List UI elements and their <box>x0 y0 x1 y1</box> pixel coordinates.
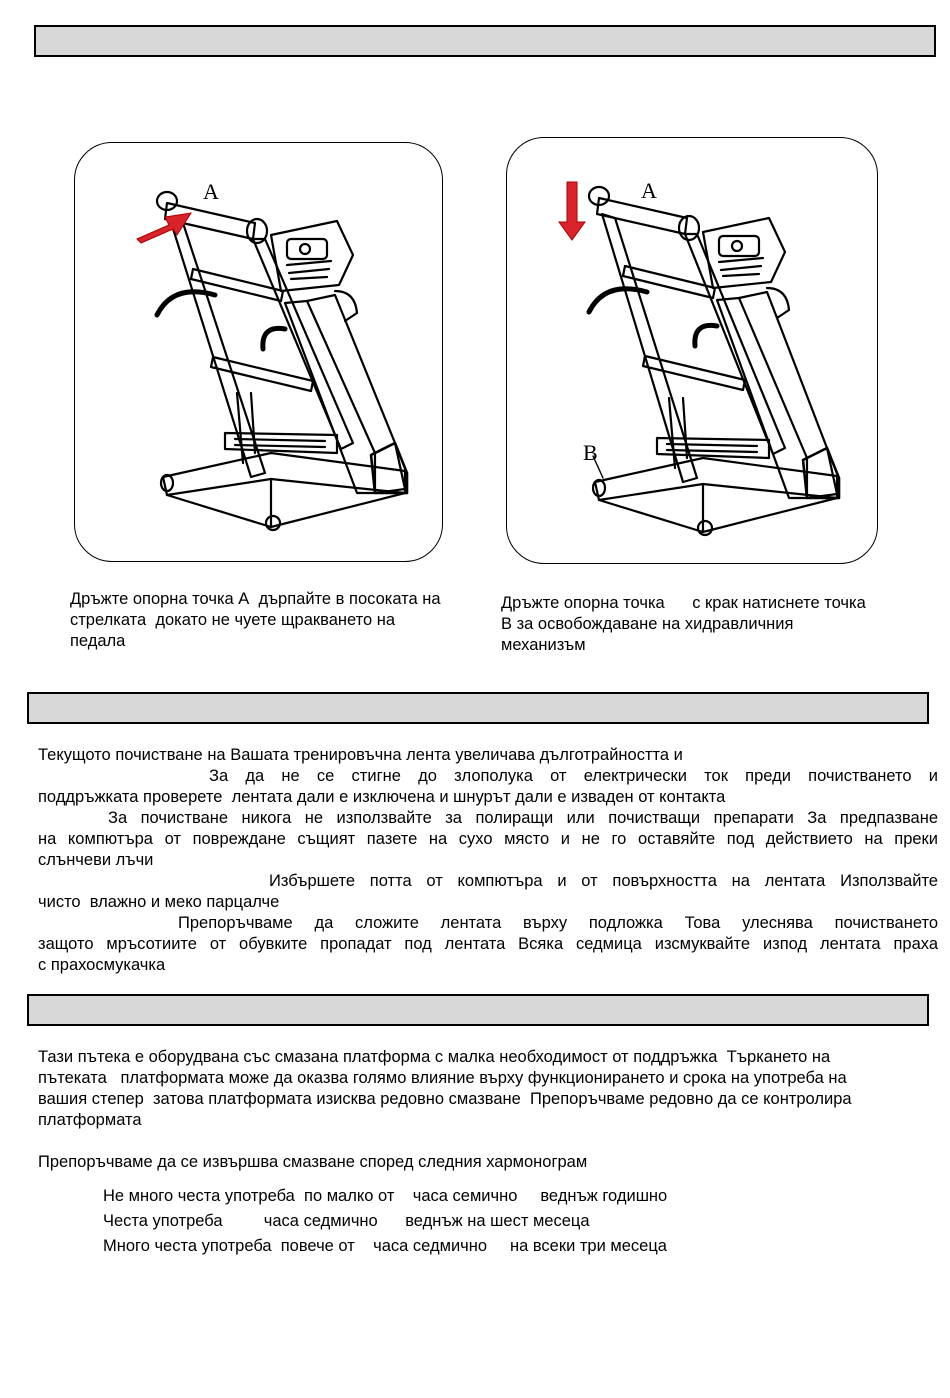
label-a-left: A <box>203 179 219 204</box>
cleaning-line: поддръжката проверете лентата дали е изключена и шнурът дали е изваден от контакта <box>38 788 726 806</box>
caption-right-line: механизъм <box>501 636 586 654</box>
cleaning-paragraph <box>38 745 938 976</box>
section-header-bar-lubrication <box>27 994 929 1026</box>
label-a-right: A <box>641 178 657 203</box>
cleaning-line: на компютъра от повреждане същият пазете на сухо място и не го оставяйте под действието на преки <box>38 830 938 848</box>
cleaning-line: Препоръчваме да сложите лентата върху подложка Това улеснява почистването <box>178 914 938 932</box>
schedule-intro-text: Препоръчваме да се извършва смазване според следния хармонограм <box>38 1153 588 1171</box>
schedule-item: Не много честа употреба по малко от часа семично веднъж годишно <box>103 1187 668 1205</box>
caption-left-line: стрелката докато не чуете щракването на <box>70 611 396 629</box>
lubrication-line: Тази пътека е оборудвана със смазана платформа с малка необходимост от поддръжка Търкането на <box>38 1048 831 1066</box>
schedule-item: Много честа употреба повече от часа седмично на всеки три месеца <box>103 1237 667 1255</box>
lubrication-line: пътеката платформата може да оказва голямо влияние върху функционирането и срока на употреба на <box>38 1069 847 1087</box>
lubrication-line: платформата <box>38 1111 142 1129</box>
lubrication-paragraph <box>38 1047 938 1131</box>
figure-fold-treadmill <box>74 142 443 562</box>
treadmill-illustration-right <box>507 138 878 564</box>
caption-right <box>501 593 866 656</box>
figure-unfold-treadmill <box>506 137 878 564</box>
caption-left-line: Дръжте опорна точка А дърпайте в посоката на <box>70 590 441 608</box>
cleaning-line: защото мръсотиите от обувките пропадат под лентата Всяка седмица изсмуквайте изпод лентата праха <box>38 935 938 953</box>
caption-right-line: В за освобождаване на хидравличния <box>501 615 794 633</box>
caption-left-line: педала <box>70 632 126 650</box>
cleaning-line: За почистване никога не използвайте за полиращи или почистващи препарати За предпазване <box>108 809 938 827</box>
schedule-intro <box>38 1152 938 1173</box>
section-header-bar-cleaning <box>27 692 929 724</box>
cleaning-line: За да не се стигне до злополука от електрически ток преди почистването и <box>209 767 938 785</box>
schedule-list <box>103 1184 667 1259</box>
schedule-item: Честа употреба часа седмично веднъж на шест месеца <box>103 1212 590 1230</box>
cleaning-line: чисто влажно и меко парцалче <box>38 893 280 911</box>
lubrication-line: вашия степер затова платформата изисква редовно смазване Препоръчваме редовно да се контролира <box>38 1090 852 1108</box>
label-b-right: B <box>583 440 598 465</box>
cleaning-line: с прахосмукачка <box>38 956 166 974</box>
cleaning-line: слънчеви лъчи <box>38 851 154 869</box>
cleaning-line: Текущото почистване на Вашата тренировъчна лента увеличава дълготрайността и <box>38 746 683 764</box>
section-header-bar-top <box>34 25 936 57</box>
caption-right-line: Дръжте опорна точка с крак натиснете точка <box>501 594 866 612</box>
treadmill-illustration-left <box>75 143 443 562</box>
cleaning-line: Избършете потта от компютъра и от повърхността на лентата Използвайте <box>269 872 938 890</box>
caption-left <box>70 589 441 652</box>
